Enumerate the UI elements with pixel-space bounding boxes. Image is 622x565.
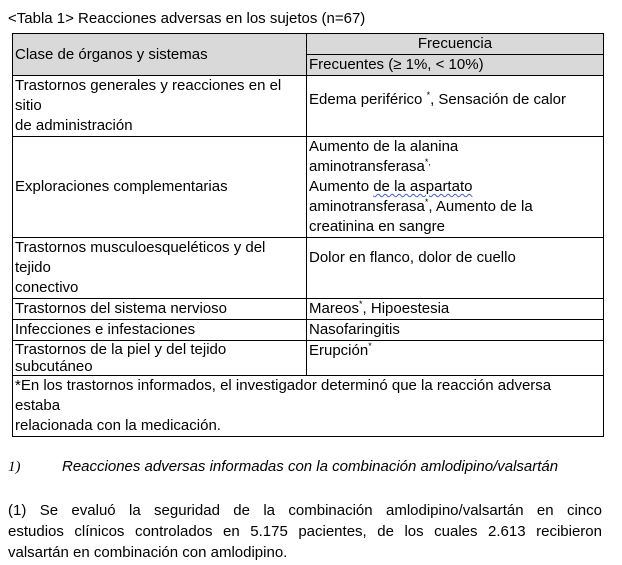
header-frequency: Frecuencia xyxy=(307,34,604,55)
organ-class-line: Trastornos de la piel y del tejido xyxy=(15,341,227,358)
asterisk-marker: * xyxy=(424,197,429,207)
reaction-text xyxy=(309,90,601,110)
reaction-line: creatinina en sangre xyxy=(309,218,445,235)
adverse-reactions-table xyxy=(12,33,604,437)
table-header-row xyxy=(13,34,604,55)
reaction-name: Edema periférico xyxy=(309,91,427,108)
reaction-line xyxy=(309,157,601,177)
reaction-line: Aumento de la alanina xyxy=(309,138,459,155)
asterisk-marker: * xyxy=(359,299,363,309)
reaction-cell xyxy=(307,299,604,320)
organ-class-cell: Trastornos del sistema nervioso xyxy=(13,299,307,320)
reaction-name: aminotransferasa xyxy=(309,198,425,215)
organ-class-cell xyxy=(13,341,307,376)
table-row xyxy=(13,299,604,320)
organ-class-line: conectivo xyxy=(15,279,79,296)
table-row xyxy=(13,238,604,299)
spellcheck-underline: de la aspartato xyxy=(373,178,473,195)
organ-class-line: Trastornos musculoesqueléticos y del xyxy=(15,239,266,256)
footnote-line: estaba xyxy=(15,397,61,414)
reaction-name: Mareos xyxy=(309,300,360,317)
organ-class-line: subcutáneo xyxy=(15,358,93,375)
organ-class-line: Trastornos generales y reacciones en el xyxy=(15,77,282,94)
section-number: 1) xyxy=(8,459,21,475)
reaction-name: , Sensación de calor xyxy=(430,91,566,108)
asterisk-marker: * xyxy=(368,341,372,351)
table-row xyxy=(13,137,604,238)
organ-class-line: de administración xyxy=(15,117,133,134)
organ-class-line: Exploraciones complementarias xyxy=(15,178,228,195)
section-heading xyxy=(8,457,608,477)
reaction-name: , Hipoestesia xyxy=(362,300,450,317)
paragraph-line: valsartán en combinación con amlodipino. xyxy=(8,544,288,561)
reaction-name: Erupción xyxy=(309,342,369,359)
table-row xyxy=(13,76,604,137)
reaction-cell xyxy=(307,76,604,137)
footnote-line: *En los trastornos informados, el investigador determinó que la reacción adversa xyxy=(15,377,552,394)
paragraph-line: (1) Se evaluó la seguridad de la combinación amlodipino/valsartán en cinco xyxy=(8,502,602,519)
reaction-cell xyxy=(307,341,604,376)
organ-class-cell xyxy=(13,137,307,238)
reaction-name: Dolor en flanco, dolor de cuello xyxy=(309,249,516,266)
reaction-cell xyxy=(307,320,604,341)
paragraph-line: estudios clínicos controlados en 5.175 pacientes, de los cuales 2.613 recibieron xyxy=(8,523,602,540)
header-organ-class: Clase de órganos y sistemas xyxy=(13,34,307,76)
table-footnote-row xyxy=(13,376,604,437)
section-title: Reacciones adversas informadas con la combinación amlodipino/valsartán xyxy=(62,458,559,475)
subheader-frequent: Frecuentes (≥ 1%, < 10%) xyxy=(307,55,604,76)
reaction-name: Nasofaringitis xyxy=(309,321,400,338)
asterisk-marker: *, xyxy=(424,157,431,167)
reaction-name: Aumento de la aspartato xyxy=(309,178,473,195)
organ-class-cell: Infecciones e infestaciones xyxy=(13,320,307,341)
reaction-cell xyxy=(307,137,604,238)
reaction-name: aminotransferasa xyxy=(309,158,425,175)
table-caption: <Tabla 1> Reacciones adversas en los sujetos (n=67) xyxy=(8,10,366,27)
footnote-line: relacionada con la medicación. xyxy=(15,417,221,434)
table-footnote xyxy=(13,376,604,437)
reaction-name: , Aumento de la xyxy=(428,198,533,215)
organ-class-cell xyxy=(13,238,307,299)
table-row xyxy=(13,341,604,376)
body-paragraph xyxy=(8,500,602,563)
table-row xyxy=(13,320,604,341)
organ-class-line: sitio xyxy=(15,97,42,114)
asterisk-marker: * xyxy=(426,90,431,100)
reaction-line xyxy=(309,197,601,217)
reaction-text xyxy=(309,248,601,268)
organ-class-cell xyxy=(13,76,307,137)
reaction-cell xyxy=(307,238,604,299)
organ-class-line: tejido xyxy=(15,259,51,276)
reaction-line xyxy=(309,177,601,197)
